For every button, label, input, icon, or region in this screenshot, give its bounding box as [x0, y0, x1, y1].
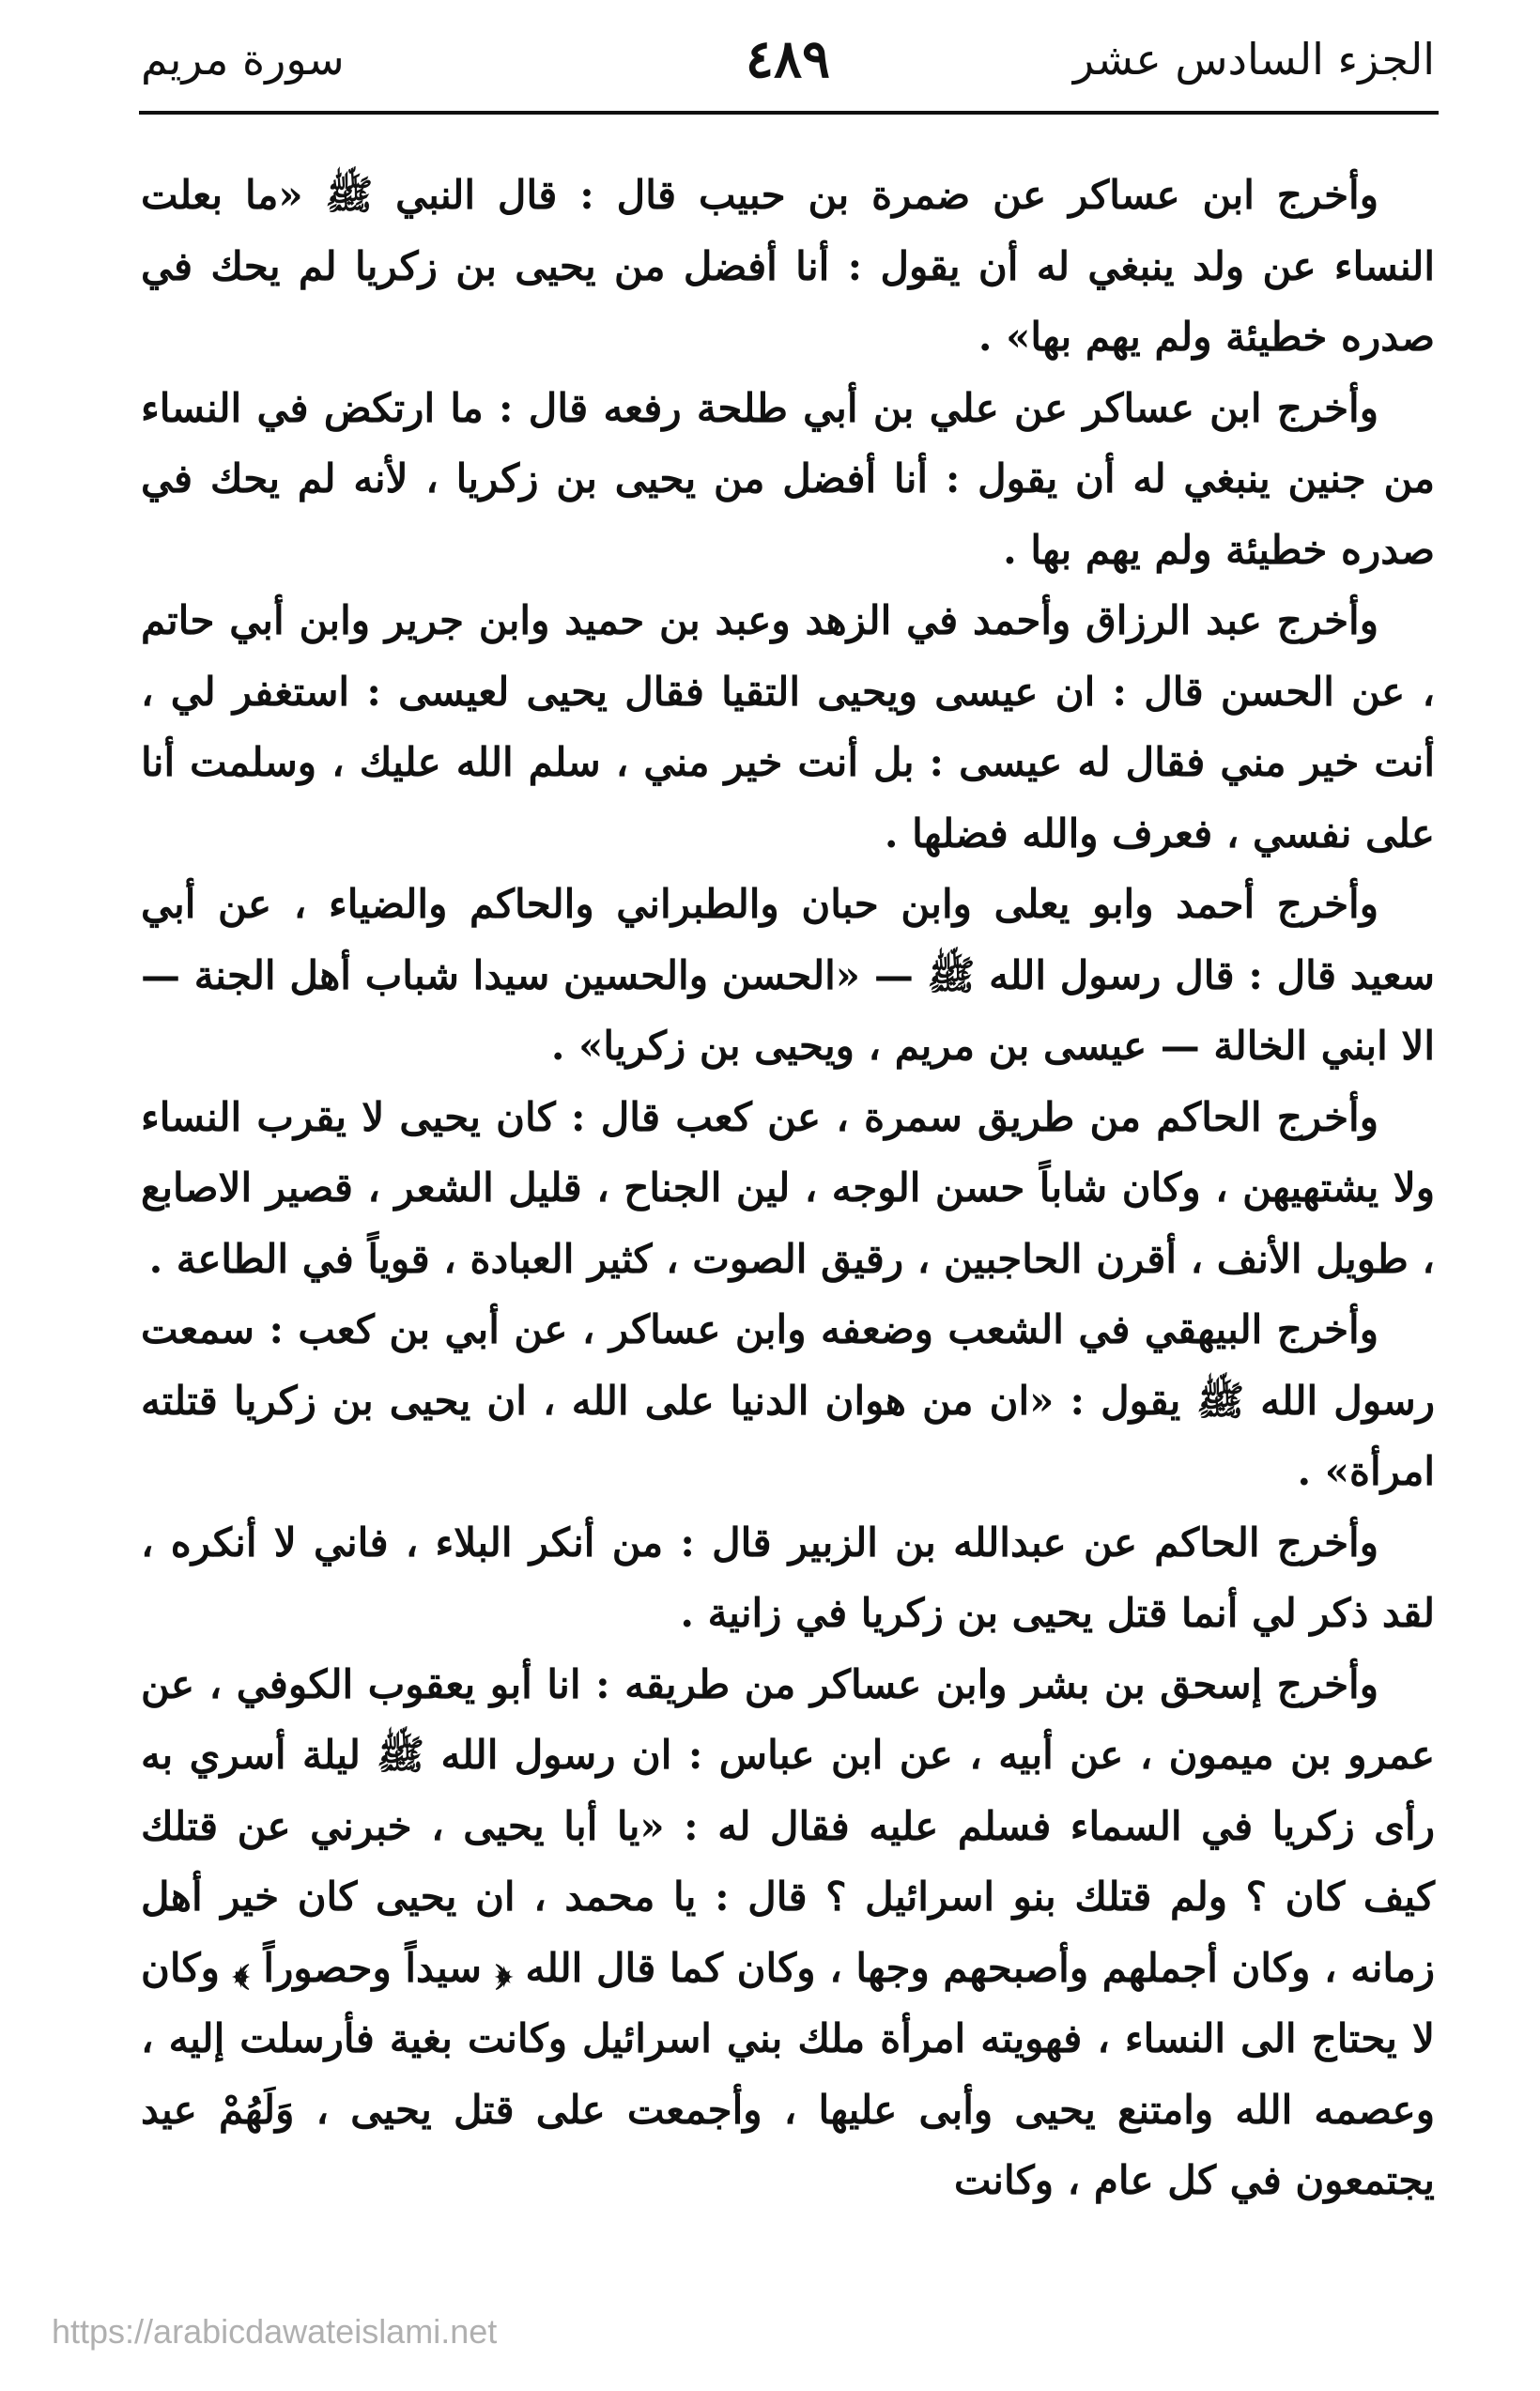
page-header — [141, 28, 1435, 103]
paragraph-3: وأخرج عبد الرزاق وأحمد في الزهد وعبد بن حميد وابن جرير وابن أبي حاتم ، عن الحسن قال : ان عيسى ويحيى التقيا فقال يحيى لعيسى : استغفر لي ، أنت خير مني فقال له عيسى : بل أنت خير مني ، سلم الله عليك ، وسلمت أنا على نفسي ، فعرف والله فضلها . — [141, 597, 1435, 856]
watermark-url: https://arabicdawateislami.net — [52, 2312, 498, 2351]
part-title: الجزء السادس عشر — [1072, 34, 1435, 85]
paragraph-5: وأخرج الحاكم من طريق سمرة ، عن كعب قال : كان يحيى لا يقرب النساء ولا يشتهيهن ، وكان شاباً حسن الوجه ، لين الجناح ، قليل الشعر ، قصير الاصابع ، طويل الأنف ، أقرن الحاجبين ، رقيق الصوت ، كثير العبادة ، قوياً في الطاعة . — [141, 1093, 1435, 1282]
surah-title: سورة مريم — [141, 34, 345, 85]
page-body — [141, 160, 1435, 2216]
paragraph-4: وأخرج أحمد وابو يعلى وابن حبان والطبراني والحاكم والضياء ، عن أبي سعيد قال : قال رسول الله ﷺ — «الحسن والحسين سيدا شباب أهل الجنة — الا ابني الخالة — عيسى بن مريم ، ويحيى بن زكريا» . — [141, 881, 1435, 1069]
paragraph-2: وأخرج ابن عساكر عن علي بن أبي طلحة رفعه قال : ما ارتكض في النساء من جنين ينبغي له أن يقول : أنا أفضل من يحيى بن زكريا ، لأنه لم يحك في صدره خطيئة ولم يهم بها . — [141, 384, 1435, 573]
paragraph-8: وأخرج إسحق بن بشر وابن عساكر من طريقه : انا أبو يعقوب الكوفي ، عن عمرو بن ميمون ، عن أبيه ، عن ابن عباس : ان رسول الله ﷺ ليلة أسري به رأى زكريا في السماء فسلم عليه فقال له : «يا أبا يحيى ، خبرني عن قتلك كيف كان ؟ ولم قتلك بنو اسرائيل ؟ قال : يا محمد ، ان يحيى كان خير أهل زمانه ، وكان أجملهم وأصبحهم وجها ، وكان كما قال الله ﴿ سيداً وحصوراً ﴾ وكان لا يحتاج الى النساء ، فهويته امرأة ملك بني اسرائيل وكانت بغية فأرسلت إليه ، وعصمه الله وامتنع يحيى وأبى عليها ، وأجمعت على قتل يحيى ، وَلَهُمْ عيد يجتمعون في كل عام ، وكانت — [140, 1660, 1436, 2203]
header-divider — [139, 111, 1439, 115]
page-number: ٤٨٩ — [745, 28, 831, 90]
paragraph-6: وأخرج البيهقي في الشعب وضعفه وابن عساكر ، عن أبي بن كعب : سمعت رسول الله ﷺ يقول : «ان من هوان الدنيا على الله ، ان يحيى بن زكريا قتلته امرأة» . — [141, 1306, 1435, 1494]
paragraph-1: وأخرج ابن عساكر عن ضمرة بن حبيب قال : قال النبي ﷺ «ما بعلت النساء عن ولد ينبغي له أن يقول : أنا أفضل من يحيى بن زكريا لم يحك في صدره خطيئة ولم يهم بها» . — [141, 172, 1435, 360]
paragraph-7: وأخرج الحاكم عن عبدالله بن الزبير قال : من أنكر البلاء ، فاني لا أنكره ، لقد ذكر لي أنما قتل يحيى بن زكريا في زانية . — [141, 1519, 1435, 1636]
